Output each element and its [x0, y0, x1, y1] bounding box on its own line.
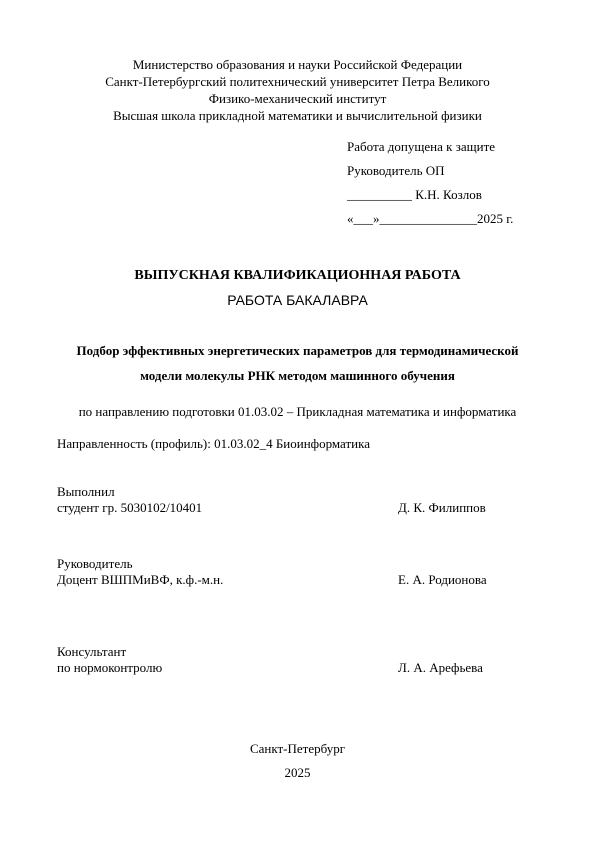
- author-name: Д. К. Филиппов: [398, 500, 486, 515]
- topic-line-1: Подбор эффективных энергетических параметров для термодинамической: [76, 343, 519, 358]
- header-ministry: Министерство образования и науки Российской Федерации: [132, 57, 463, 72]
- approval-signature-line: __________ К.Н. Козлов: [347, 187, 482, 202]
- profile-line: Направленность (профиль): 01.03.02_4 Биоинформатика: [57, 436, 370, 451]
- header-school: Высшая школа прикладной математики и вычислительной физики: [113, 108, 482, 123]
- header-institute: Физико-механический институт: [208, 91, 387, 106]
- approval-date-line: «___»_______________2025 г.: [347, 211, 514, 226]
- document-title: ВЫПУСКНАЯ КВАЛИФИКАЦИОННАЯ РАБОТА: [134, 268, 461, 283]
- direction-line: по направлению подготовки 01.03.02 – Прикладная математика и информатика: [78, 404, 517, 419]
- footer-city: Санкт-Петербург: [249, 741, 346, 756]
- header-university: Санкт-Петербургский политехнический университет Петра Великого: [105, 74, 490, 89]
- consultant-role-line-1: Консультант: [57, 644, 127, 659]
- consultant-role-line-2: по нормоконтролю: [57, 660, 163, 675]
- author-role-line-1: Выполнил: [57, 484, 115, 499]
- author-role-line-2: студент гр. 5030102/10401: [57, 500, 203, 515]
- supervisor-name: Е. А. Родионова: [398, 572, 487, 587]
- supervisor-role-line-2: Доцент ВШПМиВФ, к.ф.-м.н.: [57, 572, 224, 587]
- consultant-name: Л. А. Арефьева: [398, 660, 483, 675]
- document-subtitle: РАБОТА БАКАЛАВРА: [227, 292, 368, 308]
- footer-year: 2025: [284, 765, 311, 780]
- approval-head-title: Руководитель ОП: [347, 163, 445, 178]
- approval-admitted: Работа допущена к защите: [347, 139, 496, 154]
- topic-line-2: модели молекулы РНК методом машинного обучения: [140, 368, 455, 383]
- supervisor-role-line-1: Руководитель: [57, 556, 133, 571]
